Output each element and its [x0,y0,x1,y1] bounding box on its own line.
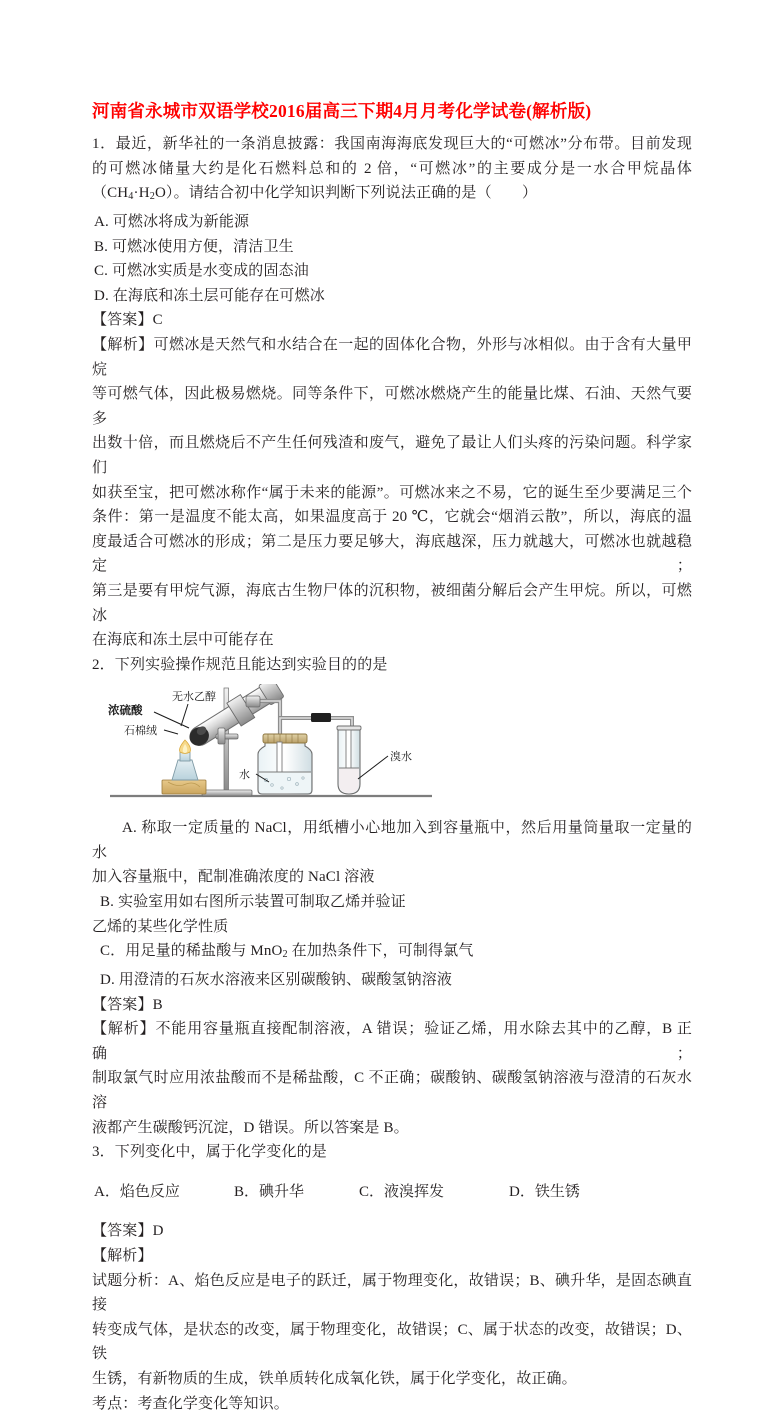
question-1-analysis-line-8: 在海底和冻土层中可能存在 [92,632,274,649]
question-1-answer-value: C [152,312,163,329]
label-water: 水 [239,769,250,782]
question-2-analysis-line-3: 液都产生碳酸钙沉淀，D 错误。所以答案是 B。 [92,1119,409,1136]
leader-ethanol [181,704,188,726]
bromine-liquid [339,768,359,793]
leader-sulfuric-acid [154,712,189,728]
question-3-option-d[interactable]: D．铁生锈 [509,1183,580,1200]
question-1-stem-line-1: 1．最近，新华社的一条消息披露：我国南海海底发现巨大的“可燃冰”分布带。目前发现 [92,136,692,152]
question-2-analysis-line-1: 【解析】不能用容量瓶直接配制溶液，A 错误；验证乙烯，用水除去其中的乙醇，B 正确； [92,1021,692,1062]
leader-asbestos [164,730,178,734]
question-3-answer-label: 【答案】 [92,1223,153,1240]
question-2-option-c[interactable]: C．用足量的稀盐酸与 MnO$_2$ 在加热条件下，可制得氯气 [100,943,474,961]
question-1-analysis-line-3: 出数十倍，而且燃烧后不产生任何残渣和废气，避免了最让人们头疼的污染问题。科学家们 [92,435,692,476]
question-3-stem: 3．下列变化中，属于化学变化的是 [92,1144,327,1161]
question-1-analysis-line-4: 如获至宝，把可燃冰称作“属于未来的能源”。可燃冰来之不易，它的诞生至少要满足三个 [92,484,692,501]
stand-base [202,790,252,796]
question-1-formula-text: $(CH_4\cdot H_2O)$。请结合初中化学知识判断下列说法正确的是（ ） [92,185,538,203]
question-1-analysis-line-2: 等可燃气体，因此极易燃烧。同等条件下，可燃冰燃烧产生的能量比煤、石油、天然气要多 [92,386,692,427]
question-2-option-a-line-2[interactable]: 加入容量瓶中，配制准确浓度的 NaCl 溶液 [92,869,375,886]
question-1-option-b[interactable]: B. 可燃冰使用方便，清洁卫生 [94,238,294,255]
question-1-answer-label: 【答案】 [92,312,153,329]
question-2-answer-value: B [152,996,163,1013]
question-1-stem-line-3 [92,181,692,210]
question-2-answer-label: 【答案】 [92,996,153,1013]
question-3-analysis-label: 【解析】 [92,1248,153,1265]
question-3-answer [92,1219,692,1244]
tube-connector [246,696,260,707]
document-content [92,96,692,1416]
question-1-analysis-line-1: 【解析】可燃冰是天然气和水结合在一起的固体化合物，外形与冰相似。由于含有大量甲烷 [92,336,692,378]
question-2-option-d[interactable]: D. 用澄清的石灰水溶液来区别碳酸钠、碳酸氢钠溶液 [100,972,453,989]
wash-bottle-stopper [263,734,307,743]
label-asbestos-wool: 石棉绒 [124,725,157,738]
question-1-option-a[interactable]: A. 可燃冰将成为新能源 [94,214,250,231]
question-2-stem: 2．下列实验操作规范且能达到实验目的的是 [92,656,388,673]
apparatus-figure [106,684,436,812]
question-3-option-c[interactable]: C．液溴挥发 [359,1183,445,1200]
clamp-boss [218,728,225,744]
label-bromine-water: 溴水 [390,751,412,764]
leader-bromine [358,756,388,779]
wash-bottle-water [259,772,311,793]
question-1-stem-line-2: 的可燃冰储量大约是化石燃料总和的 2 倍，“可燃冰”的主要成分是一水合甲烷晶体 [92,160,692,177]
question-3-exam-point: 考点：考查化学变化等知识。 [92,1395,289,1412]
question-2-analysis-line-2: 制取氯气时应用浓盐酸而不是稀盐酸，C 不正确；碳酸钠、碳酸氢钠溶液与澄清的石灰水溶 [92,1070,692,1112]
question-3 [92,1140,692,1416]
question-1 [92,132,692,653]
question-2-option-a-line-1[interactable]: A. 称取一定质量的 NaCl，用纸槽小心地加入到容量瓶中，然后用量筒量取一定量的水 [92,820,692,861]
question-1-option-d[interactable]: D. 在海底和冻土层可能存在可燃冰 [94,287,325,304]
question-1-analysis-line-6: 度最适合可燃冰的形成；第二是压力要足够大，海底越深，压力就越大，可燃冰也就越稳定； [92,533,692,575]
question-3-answer-value: D [152,1223,164,1240]
question-1-answer [92,308,692,333]
question-3-analysis-line-3: 生锈，有新物质的生成，铁单质转化成氧化铁，属于化学变化，故正确。 [92,1371,577,1387]
question-1-analysis-line-7: 第三是要有甲烷气源，海底古生物尸体的沉积物，被细菌分解后会产生甲烷。所以，可燃冰 [92,582,692,624]
question-2-option-b-line-2[interactable]: 乙烯的某些化学性质 [92,918,229,935]
question-3-option-a[interactable]: A．焰色反应 [94,1183,180,1200]
test-tube-rim [337,726,361,730]
label-anhydrous-ethanol: 无水乙醇 [172,691,216,704]
question-3-analysis-line-1: 试题分析：A、焰色反应是电子的跃迁，属于物理变化，故错误；B、碘升华，是固态碘直接 [92,1272,692,1314]
question-3-option-b[interactable]: B．碘升华 [234,1183,305,1200]
question-3-options-row [92,1180,692,1205]
question-1-option-c[interactable]: C. 可燃冰实质是水变成的固态油 [94,263,309,280]
page-title: 河南省永城市双语学校2016届高三下期4月月考化学试卷(解析版) [92,101,592,121]
label-concentrated-sulfuric-acid: 浓硫酸 [108,705,143,718]
apparatus-diagram [106,684,436,812]
burner-body [172,760,198,780]
question-2-answer [92,993,692,1018]
question-2-option-b-line-1[interactable]: B. 实验室用如右图所示装置可制取乙烯并验证 [100,894,406,911]
question-1-analysis-line-5: 条件：第一是温度不能太高，如果温度高于 20 ℃，它就会“烟消云散”，所以，海底的温 [92,509,692,526]
question-2 [92,653,692,1141]
question-3-analysis-line-2: 转变成气体，是状态的改变，属于物理变化，故错误；C、属于状态的改变，故错误；D、铁 [92,1321,692,1363]
tube-clip [311,713,331,722]
